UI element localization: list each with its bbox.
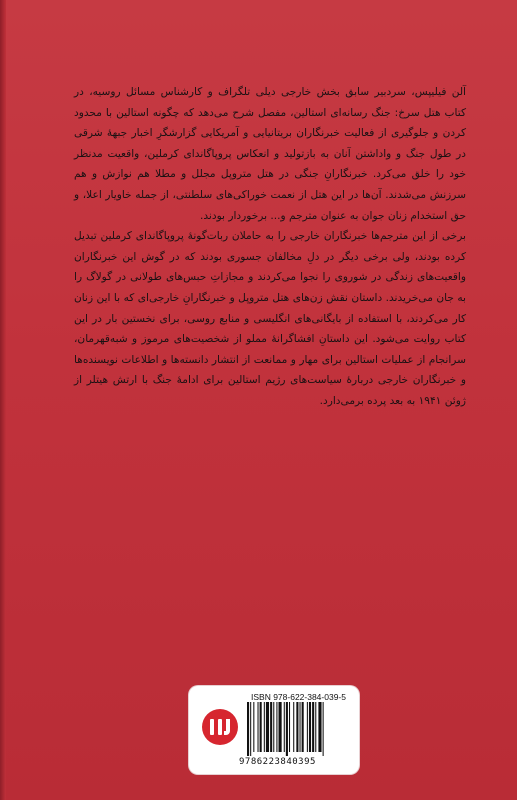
barcode-bar — [296, 702, 298, 752]
barcode-bar — [293, 702, 294, 752]
barcode-bar — [307, 702, 308, 752]
barcode-bar — [309, 702, 311, 752]
barcode-bar — [273, 702, 274, 752]
barcode-bar — [284, 702, 285, 752]
barcode-bar — [302, 702, 304, 752]
blurb-paragraph-2: برخی از این مترجم‌ها خبرنگاران خارجی را به حاملان ربات‌گونهٔ پروپاگاندای کرملین تبدیل کرده بودند، ولی برخی دیگر در دلِ مخالفان جسوری بودند که در گوش این خبرنگاران واقعیت‌های زندگی در شوروی را نجوا می‌کردند و مجازاتِ حبس‌های طولانی در گولاگ را به جان می‌خریدند. داستان نقش زن‌های هتل متروپل و خبرنگارانِ خارجی‌ای که با این زنان کار می‌کردند، با استفاده از بایگانی‌های انگلیسی و منابع روسی، برای نخستین بار در این کتاب روایت می‌شود. این داستانِ افشاگرانهٔ مملو از شخصیت‌های مرموز و شبه‌قهرمان، سرانجام از عملیات استالین برای مهار و ممانعت از انتشار دانسته‌ها و اطلاعات نویسنده‌ها و خبرنگاران خارجی دربارهٔ سیاست‌های رژیم استالین برای ادامهٔ جنگ با ارتش هیتلر از ژوئن ۱۹۴۱ به بعد پرده برمی‌دارد. — [74, 230, 466, 407]
barcode-bar — [260, 702, 262, 752]
barcode-bar — [253, 702, 254, 752]
barcode-bar — [247, 702, 249, 756]
barcode-bars — [247, 702, 353, 756]
barcode-bar — [300, 702, 301, 752]
barcode-bar — [318, 702, 321, 752]
barcode-bar — [258, 702, 259, 752]
publisher-logo-icon — [201, 708, 239, 746]
barcode-bar — [315, 702, 316, 752]
barcode-bar — [270, 702, 272, 752]
barcode-bar — [266, 702, 269, 752]
barcode-bar — [286, 702, 288, 756]
barcode-panel — [189, 686, 359, 774]
barcode-bar — [279, 702, 282, 752]
barcode-bar — [250, 702, 251, 756]
blurb-paragraph-1: آلن فیلیپس، سردبیر سابق بخش خارجی دیلی تلگراف و کارشناس مسائل روسیه، در کتاب هتل سرخ: جنگ رسانه‌ای استالین، مفصل شرح می‌دهد که چگونه استالین با محدود کردن و جلوگیری از فعالیت خبرنگاران بریتانیایی و آمریکایی گزارشگرِ اخبار جبههٔ شرقی در طول جنگ و واداشتن آنان به بازتولید و انعکاس پروپاگاندای کرملین، واقعیت مدنظر خود را خلق می‌کرد. خبرنگارانِ جنگی در هتل متروپل مجلل و مطلا هم نوازش و هم سرزنش می‌شدند. آن‌ها در این هتل از نعمت خوراکی‌های سلطنتی، از جمله خاویار اعلا، و حق استخدام زنان جوان به عنوان مترجم و... برخوردار بودند. — [74, 86, 466, 222]
barcode-bar — [312, 702, 314, 752]
barcode-bar — [323, 702, 324, 756]
barcode-bar — [264, 702, 265, 752]
barcode-bar — [289, 702, 290, 752]
barcode-digits: 9786223840395 — [239, 757, 316, 767]
barcode-bar — [276, 702, 277, 752]
blurb-text — [74, 82, 466, 412]
isbn-label: ISBN 978-622-384-039-5 — [251, 692, 346, 702]
